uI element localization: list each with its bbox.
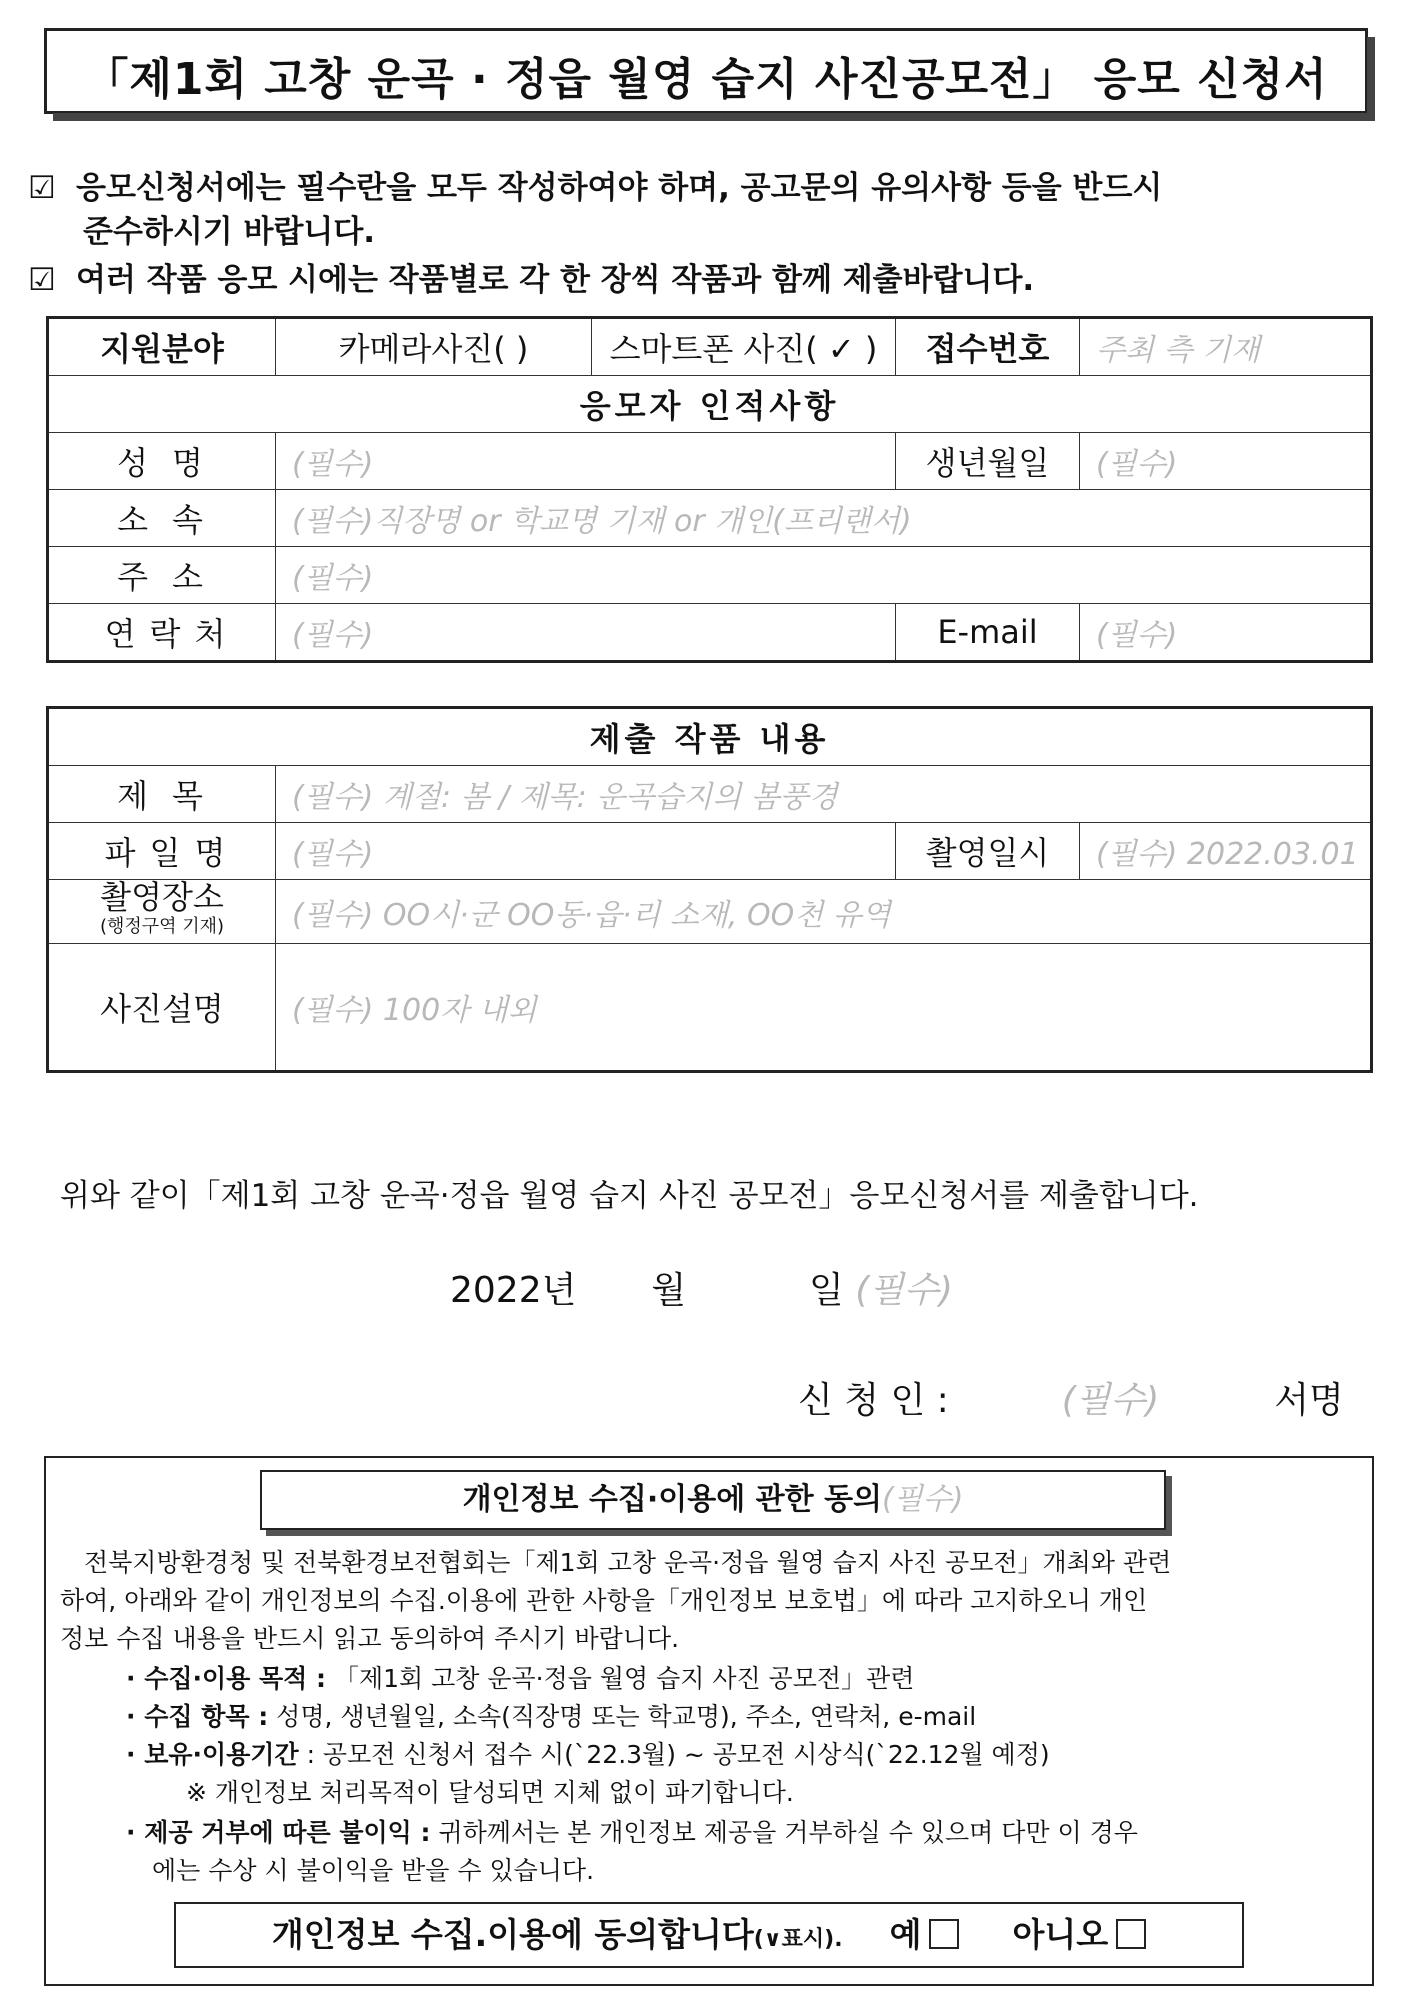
privacy-title-text: 개인정보 수집·이용에 관한 동의 [462,1482,883,1517]
location-label-cell [48,877,276,944]
agree-no-checkbox[interactable] [1116,1919,1146,1949]
title-label: 제목 [48,766,276,823]
privacy-box [44,1456,1374,1986]
location-field[interactable]: (필수) OO시·군 OO동·읍·리 소재, OO천 유역 [276,880,1372,944]
affiliation-field[interactable]: (필수)직장명 or 학교명 기재 or 개인(프리랜서) [276,490,1372,547]
notice-1-line1: 응모신청서에는 필수란을 모두 작성하여야 하며, 공고문의 유의사항 등을 반드시 [76,170,1163,206]
checkbox-icon: ☑ [28,170,56,206]
filename-label: 파일명 [48,823,276,880]
notice-1 [28,166,1388,254]
period-label: · 보유·이용기간 [126,1740,299,1769]
purpose-value: 「제1회 고창 운곡·정읍 월영 습지 사진 공모전」관련 [333,1664,915,1693]
date-year: 2022년 [450,1270,577,1311]
desc-label: 사진설명 [48,944,276,1072]
address-field[interactable]: (필수) [276,547,1372,604]
birth-field[interactable]: (필수) [1080,433,1372,490]
refusal-value-2: 에는 수상 시 불이익을 받을 수 있습니다. [152,1856,595,1885]
email-label: E-mail [896,604,1080,662]
agree-text: 개인정보 수집.이용에 동의합니다 [271,1915,754,1954]
notice-1-line2: 준수하시기 바랍니다. [83,214,376,250]
name-label: 성명 [48,433,276,490]
declaration: 위와 같이「제1회 고창 운곡·정읍 월영 습지 사진 공모전」응모신청서를 제출합니다. [60,1178,1199,1214]
birth-label: 생년월일 [896,433,1080,490]
work-table [46,706,1373,1073]
privacy-items [126,1698,976,1736]
desc-field[interactable]: (필수) 100자 내외 [276,944,1372,1072]
applicant-table [46,316,1373,663]
address-label: 주소 [48,547,276,604]
filename-field[interactable]: (필수) [276,823,896,880]
items-label: · 수집 항목 : [126,1702,269,1731]
privacy-refusal [126,1814,1356,1852]
camera-option[interactable]: 카메라사진( ) [276,318,592,376]
email-field[interactable]: (필수) [1080,604,1372,662]
notice-2 [28,258,1388,302]
notice-2-line1: 여러 작품 응모 시에는 작품별로 각 한 장씩 작품과 함께 제출바랍니다. [76,262,1035,298]
field-label: 지원분야 [48,318,276,376]
agree-no-label: 아니오 [1012,1915,1109,1954]
location-label: 촬영장소 [100,877,224,916]
privacy-intro-3: 정보 수집 내용을 반드시 읽고 동의하여 주시기 바랍니다. [60,1624,680,1653]
sign-label: 서명 [1274,1380,1344,1421]
applicant-section-header: 응모자 인적사항 [48,376,1372,433]
page-title: 「제1회 고창 운곡 · 정읍 월영 습지 사진공모전」 응모 신청서 [84,54,1328,105]
shootdate-label: 촬영일시 [896,823,1080,880]
period-value: : 공모전 신청서 접수 시(`22.3월) ~ 공모전 시상식(`22.12월 예정) [306,1740,1050,1769]
refusal-label: · 제공 거부에 따른 불이익 : [126,1818,431,1847]
date-required: (필수) [855,1270,953,1311]
affiliation-label: 소속 [48,490,276,547]
applicant-sign-line [798,1372,1398,1423]
name-field[interactable]: (필수) [276,433,896,490]
date-month[interactable]: 월 [651,1270,687,1311]
period-note: ※ 개인정보 처리목적이 달성되면 지체 없이 파기합니다. [186,1778,794,1807]
location-sublabel: (행정구역 기재) [99,915,225,937]
purpose-label: · 수집·이용 목적 : [126,1664,327,1693]
privacy-period [126,1736,1050,1774]
receipt-field: 주최 측 기재 [1080,318,1372,376]
applicant-label: 신 청 인 : [798,1380,949,1421]
agree-box [174,1902,1244,1968]
agree-yes-label: 예 [889,1915,922,1954]
date-line [450,1262,953,1313]
work-section-header: 제출 작품 내용 [48,708,1372,766]
title-field[interactable]: (필수) 계절: 봄 / 제목: 운곡습지의 봄풍경 [276,766,1372,823]
items-value: 성명, 생년월일, 소속(직장명 또는 학교명), 주소, 연락처, e-mail [276,1702,977,1731]
smartphone-option[interactable]: 스마트폰 사진( ✓ ) [592,318,896,376]
shootdate-field[interactable]: (필수) 2022.03.01 [1080,823,1372,880]
contact-field[interactable]: (필수) [276,604,896,662]
privacy-title-required: (필수) [882,1482,964,1517]
checkbox-icon: ☑ [28,262,56,298]
privacy-intro-2: 하여, 아래와 같이 개인정보의 수집.이용에 관한 사항을「개인정보 보호법」에 따라 고지하오니 개인 [60,1586,1148,1615]
receipt-label: 접수번호 [896,318,1080,376]
applicant-required[interactable]: (필수) [1061,1380,1160,1421]
agree-mark-hint: (∨표시). [753,1927,843,1952]
agree-yes-checkbox[interactable] [929,1919,959,1949]
privacy-purpose [126,1660,914,1698]
contact-label: 연락처 [48,604,276,662]
privacy-title [260,1470,1166,1530]
refusal-value-1: 귀하께서는 본 개인정보 제공을 거부하실 수 있으며 다만 이 경우 [438,1818,1138,1847]
privacy-intro-1: 전북지방환경청 및 전북환경보전협회는「제1회 고창 운곡·정읍 월영 습지 사진 공모전」개최와 관련 [84,1548,1172,1577]
title-box [44,28,1368,114]
date-day[interactable]: 일 [809,1270,844,1311]
